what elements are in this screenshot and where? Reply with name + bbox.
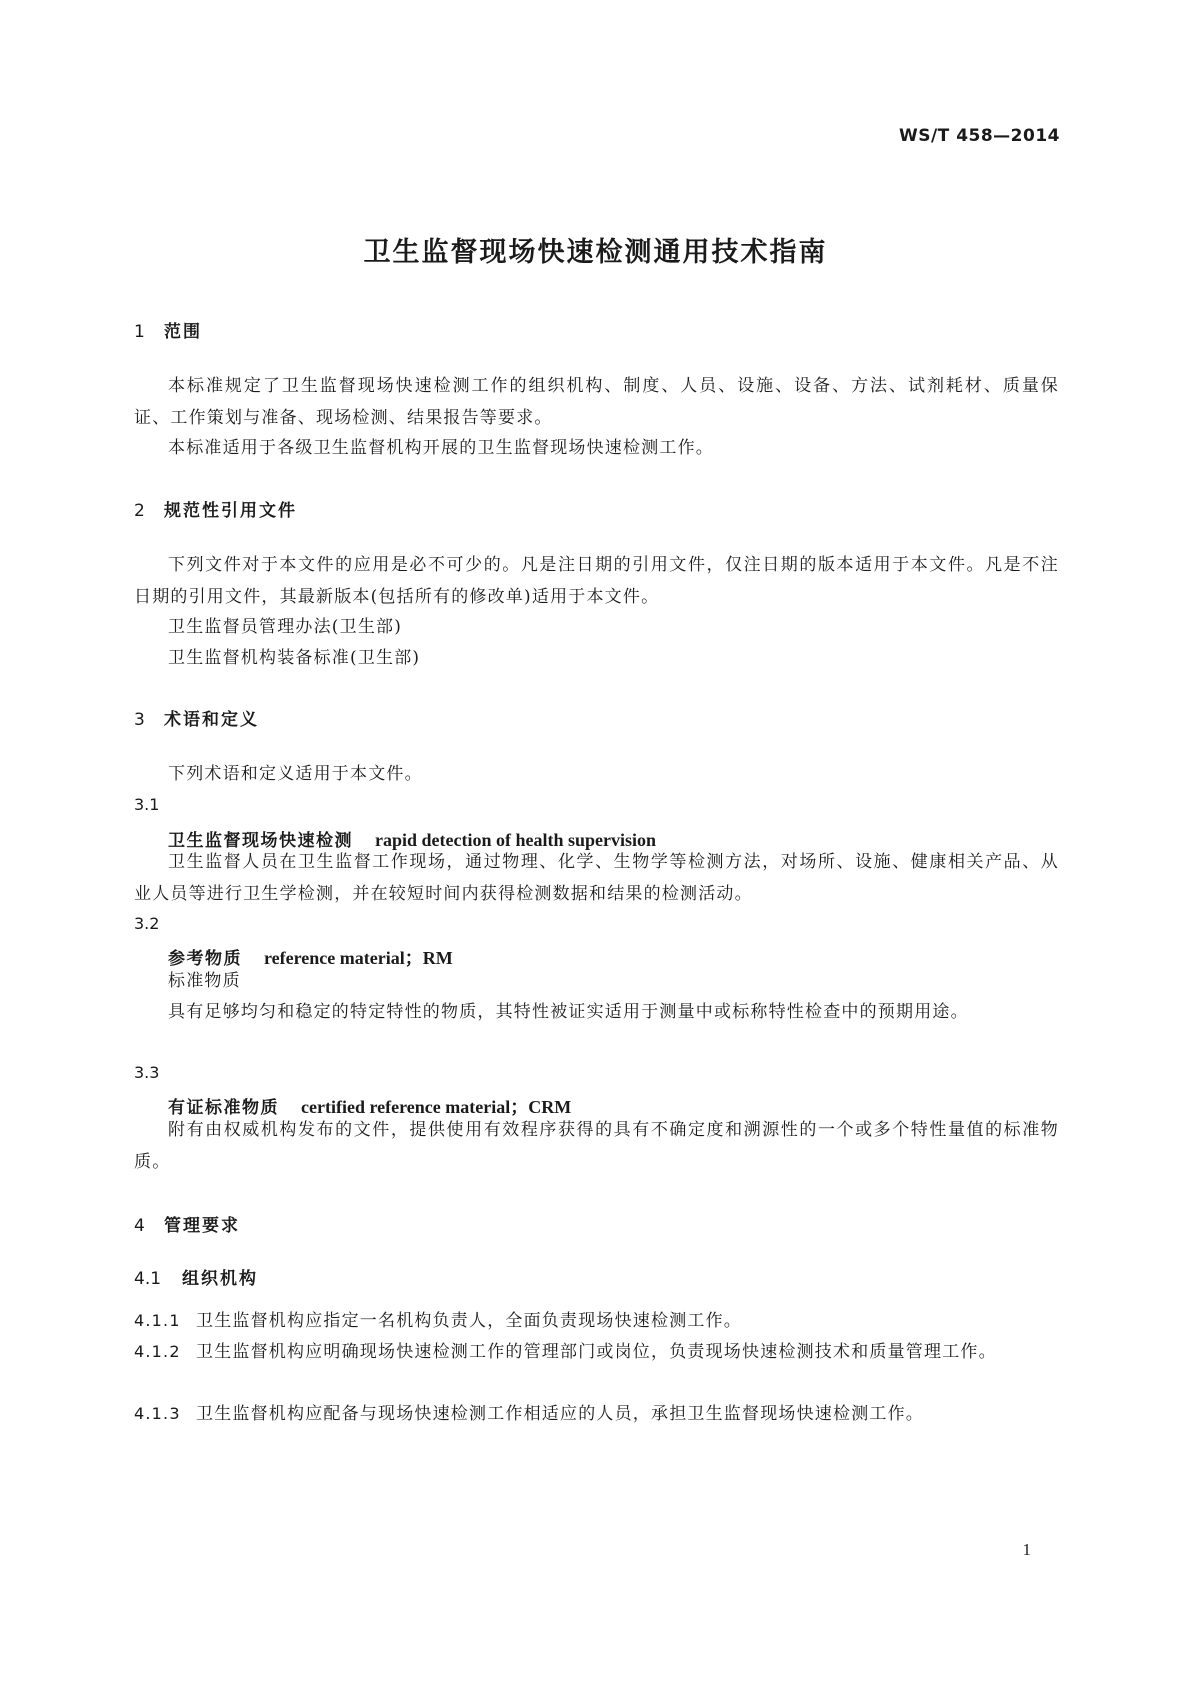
term-number-3-1: 3.1 [134,795,160,814]
reference-item-2: 卫生监督机构装备标准(卫生部) [168,648,421,668]
scope-paragraph-1: 本标准规定了卫生监督现场快速检测工作的组织机构、制度、人员、设施、设备、方法、试剂耗材、质量保证、工作策划与准备、现场检测、结果报告等要求。 [134,376,1059,428]
clause-number: 4.1.3 [134,1404,181,1423]
section-heading-1 [134,317,202,342]
section-number: 3 [134,710,145,730]
section-heading-3 [134,705,259,730]
clause-text: 卫生监督机构应明确现场快速检测工作的管理部门或岗位，负责现场快速检测技术和质量管理工作。 [196,1342,997,1362]
page-number: 1 [1022,1540,1031,1559]
term-english: rapid detection of health supervision [375,830,657,850]
scope-paragraph-2: 本标准适用于各级卫生监督机构开展的卫生监督现场快速检测工作。 [168,438,714,458]
clause-4-1-2 [134,1336,1059,1368]
section-title: 规范性引用文件 [164,501,297,521]
subsection-number: 4.1 [134,1269,162,1289]
document-title: 卫生监督现场快速检测通用技术指南 [363,237,828,268]
section-number: 1 [134,322,145,342]
standard-code: WS/T 458—2014 [898,126,1060,146]
clause-text: 卫生监督机构应指定一名机构负责人，全面负责现场快速检测工作。 [196,1311,742,1331]
term-number-3-2: 3.2 [134,914,160,933]
clause-4-1-3 [134,1398,1059,1430]
section-title: 范围 [164,322,202,342]
normative-paragraph: 下列文件对于本文件的应用是必不可少的。凡是注日期的引用文件，仅注日期的版本适用于本文件。凡是不注日期的引用文件，其最新版本(包括所有的修改单)适用于本文件。 [134,555,1059,607]
term-english: certified reference material；CRM [301,1097,572,1117]
section-heading-2 [134,496,297,521]
subsection-title: 组织机构 [182,1269,258,1289]
section-heading-4 [134,1211,240,1236]
term-chinese: 有证标准物质 [168,1098,279,1118]
term-alternative-3-2: 标准物质 [168,971,241,991]
section-number: 2 [134,501,145,521]
clause-number: 4.1.2 [134,1342,181,1361]
section-title: 术语和定义 [164,710,259,730]
clause-text: 卫生监督机构应配备与现场快速检测工作相适应的人员，承担卫生监督现场快速检测工作。 [196,1404,924,1424]
term-chinese: 卫生监督现场快速检测 [168,831,353,851]
section-title: 管理要求 [164,1216,240,1236]
term-definition-3-3: 附有由权威机构发布的文件，提供使用有效程序获得的具有不确定度和溯源性的一个或多个特性量值的标准物质。 [134,1120,1059,1172]
clause-4-1-1 [134,1305,1059,1337]
clause-number: 4.1.1 [134,1311,181,1330]
section-number: 4 [134,1216,145,1236]
term-definition-3-1: 卫生监督人员在卫生监督工作现场，通过物理、化学、生物学等检测方法，对场所、设施、健康相关产品、从业人员等进行卫生学检测，并在较短时间内获得检测数据和结果的检测活动。 [134,852,1059,904]
subsection-heading-4-1 [134,1264,258,1289]
terms-intro: 下列术语和定义适用于本文件。 [168,764,423,784]
term-chinese: 参考物质 [168,949,242,969]
term-number-3-3: 3.3 [134,1063,160,1082]
reference-item-1: 卫生监督员管理办法(卫生部) [168,617,403,637]
term-definition-3-2: 具有足够均匀和稳定的特定特性的物质，其特性被证实适用于测量中或标称特性检查中的预期用途。 [168,1002,969,1022]
term-english: reference material；RM [264,948,453,968]
